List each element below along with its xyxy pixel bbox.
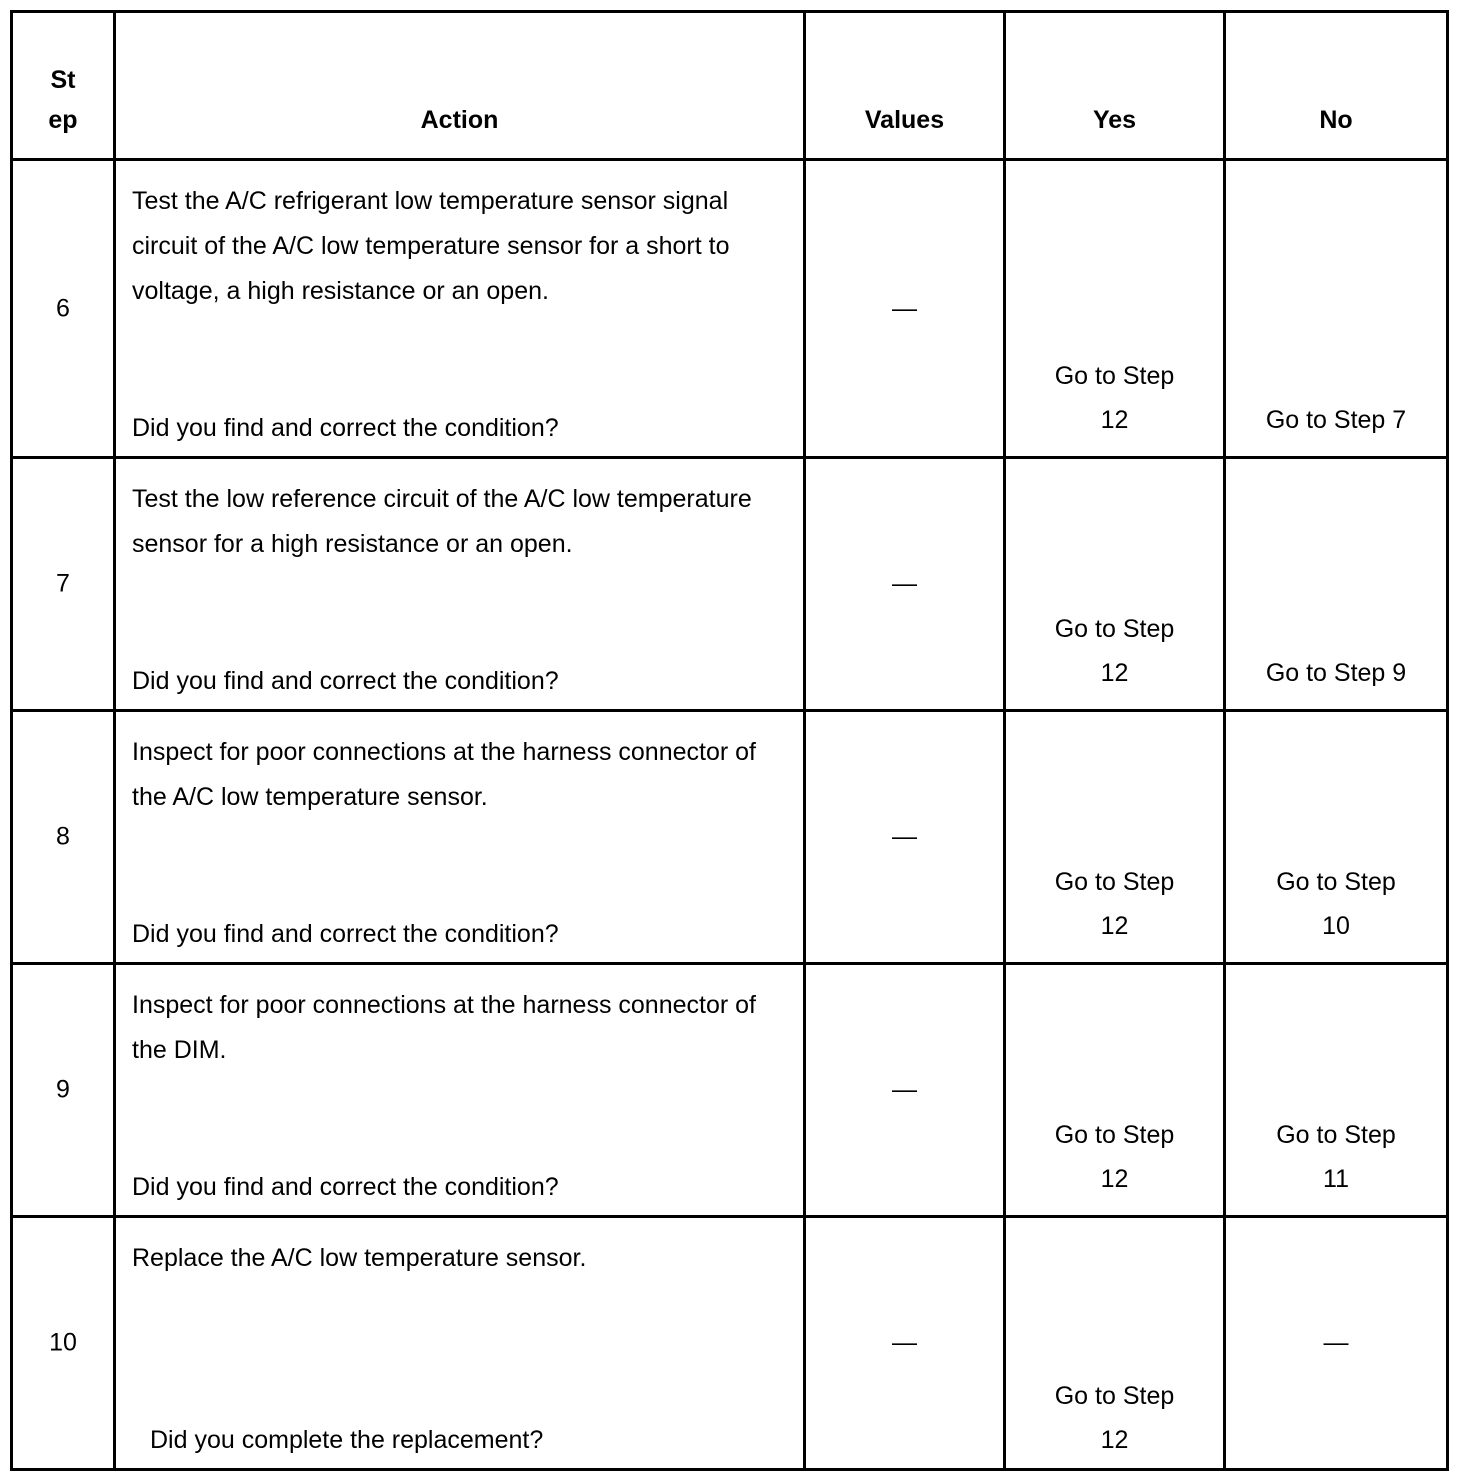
yes-header xyxy=(1005,12,1225,160)
no-cell xyxy=(1225,160,1448,458)
action-cell xyxy=(115,160,805,458)
action-question: Did you find and correct the condition? xyxy=(132,414,559,442)
step-number: 8 xyxy=(56,822,70,851)
no-header xyxy=(1225,12,1448,160)
step-number: 10 xyxy=(49,1328,77,1357)
values-cell xyxy=(805,458,1005,711)
action-text: Inspect for poor connections at the harness connector of the A/C low temperature sensor. xyxy=(132,738,756,811)
action-text: Test the low reference circuit of the A/C low temperature sensor for a high resistance or an open. xyxy=(132,485,752,558)
header-row xyxy=(12,12,1448,160)
action-header xyxy=(115,12,805,160)
action-header-label: Action xyxy=(420,106,499,134)
step-cell xyxy=(12,964,115,1217)
yes-cell xyxy=(1005,1217,1225,1470)
yes-destination-line1: Go to Step xyxy=(1054,362,1175,390)
yes-destination-line1: Go to Step xyxy=(1054,1382,1175,1410)
yes-destination-line2: 12 xyxy=(1100,1165,1129,1193)
values-cell xyxy=(805,964,1005,1217)
yes-destination-line1: Go to Step xyxy=(1054,1121,1175,1149)
no-destination-line1: Go to Step xyxy=(1276,1121,1396,1149)
no-destination-line2: 11 xyxy=(1323,1165,1349,1193)
action-question: Did you find and correct the condition? xyxy=(132,667,559,695)
no-destination-line2: Go to Step 9 xyxy=(1265,659,1407,687)
action-question: Did you find and correct the condition? xyxy=(132,920,559,948)
yes-destination-line2: 12 xyxy=(1100,1426,1129,1454)
values-text: — xyxy=(892,1328,917,1357)
values-text: — xyxy=(892,1075,917,1104)
step-number: 6 xyxy=(56,294,70,322)
yes-cell xyxy=(1005,964,1225,1217)
values-text: — xyxy=(892,569,917,598)
no-cell xyxy=(1225,1217,1448,1470)
step-cell xyxy=(12,458,115,711)
yes-cell xyxy=(1005,711,1225,964)
action-text: Test the A/C refrigerant low temperature sensor signal circuit of the A/C low temperature sensor for a short to voltage, a high resistance or an open. xyxy=(132,187,730,305)
yes-destination-line1: Go to Step xyxy=(1054,868,1175,896)
action-text: Inspect for poor connections at the harness connector of the DIM. xyxy=(132,991,756,1064)
no-cell xyxy=(1225,458,1448,711)
table-row xyxy=(12,1217,1448,1470)
table-row xyxy=(12,964,1448,1217)
action-cell xyxy=(115,1217,805,1470)
step-header-line1: St xyxy=(50,66,76,94)
action-cell xyxy=(115,964,805,1217)
step-number: 7 xyxy=(56,569,70,598)
no-cell xyxy=(1225,711,1448,964)
step-header-line2: ep xyxy=(48,106,78,134)
action-text: Replace the A/C low temperature sensor. xyxy=(132,1244,587,1272)
yes-cell xyxy=(1005,458,1225,711)
diagnostic-steps-table xyxy=(10,10,1449,1471)
no-cell xyxy=(1225,964,1448,1217)
no-destination-line2: Go to Step 7 xyxy=(1265,406,1407,434)
yes-destination-line2: 12 xyxy=(1100,659,1129,687)
step-header xyxy=(12,12,115,160)
values-header-label: Values xyxy=(864,106,945,134)
no-destination-line1: Go to Step xyxy=(1276,868,1396,896)
action-question: Did you complete the replacement? xyxy=(150,1426,544,1454)
yes-cell xyxy=(1005,160,1225,458)
step-cell xyxy=(12,711,115,964)
yes-destination-line2: 12 xyxy=(1100,406,1129,434)
action-cell xyxy=(115,458,805,711)
values-header xyxy=(805,12,1005,160)
table-row xyxy=(12,711,1448,964)
table-row xyxy=(12,160,1448,458)
no-destination-line2: 10 xyxy=(1322,912,1350,940)
values-cell xyxy=(805,160,1005,458)
yes-destination-line1: Go to Step xyxy=(1054,615,1175,643)
step-cell xyxy=(12,160,115,458)
no-header-label: No xyxy=(1319,106,1353,134)
table-row xyxy=(12,458,1448,711)
yes-destination-line2: 12 xyxy=(1100,912,1129,940)
values-cell xyxy=(805,711,1005,964)
values-text: — xyxy=(892,822,917,851)
no-destination: — xyxy=(1323,1328,1349,1357)
action-cell xyxy=(115,711,805,964)
step-number: 9 xyxy=(56,1075,70,1104)
values-text: — xyxy=(892,294,917,322)
action-question: Did you find and correct the condition? xyxy=(132,1173,559,1201)
values-cell xyxy=(805,1217,1005,1470)
step-cell xyxy=(12,1217,115,1470)
yes-header-label: Yes xyxy=(1092,106,1137,134)
